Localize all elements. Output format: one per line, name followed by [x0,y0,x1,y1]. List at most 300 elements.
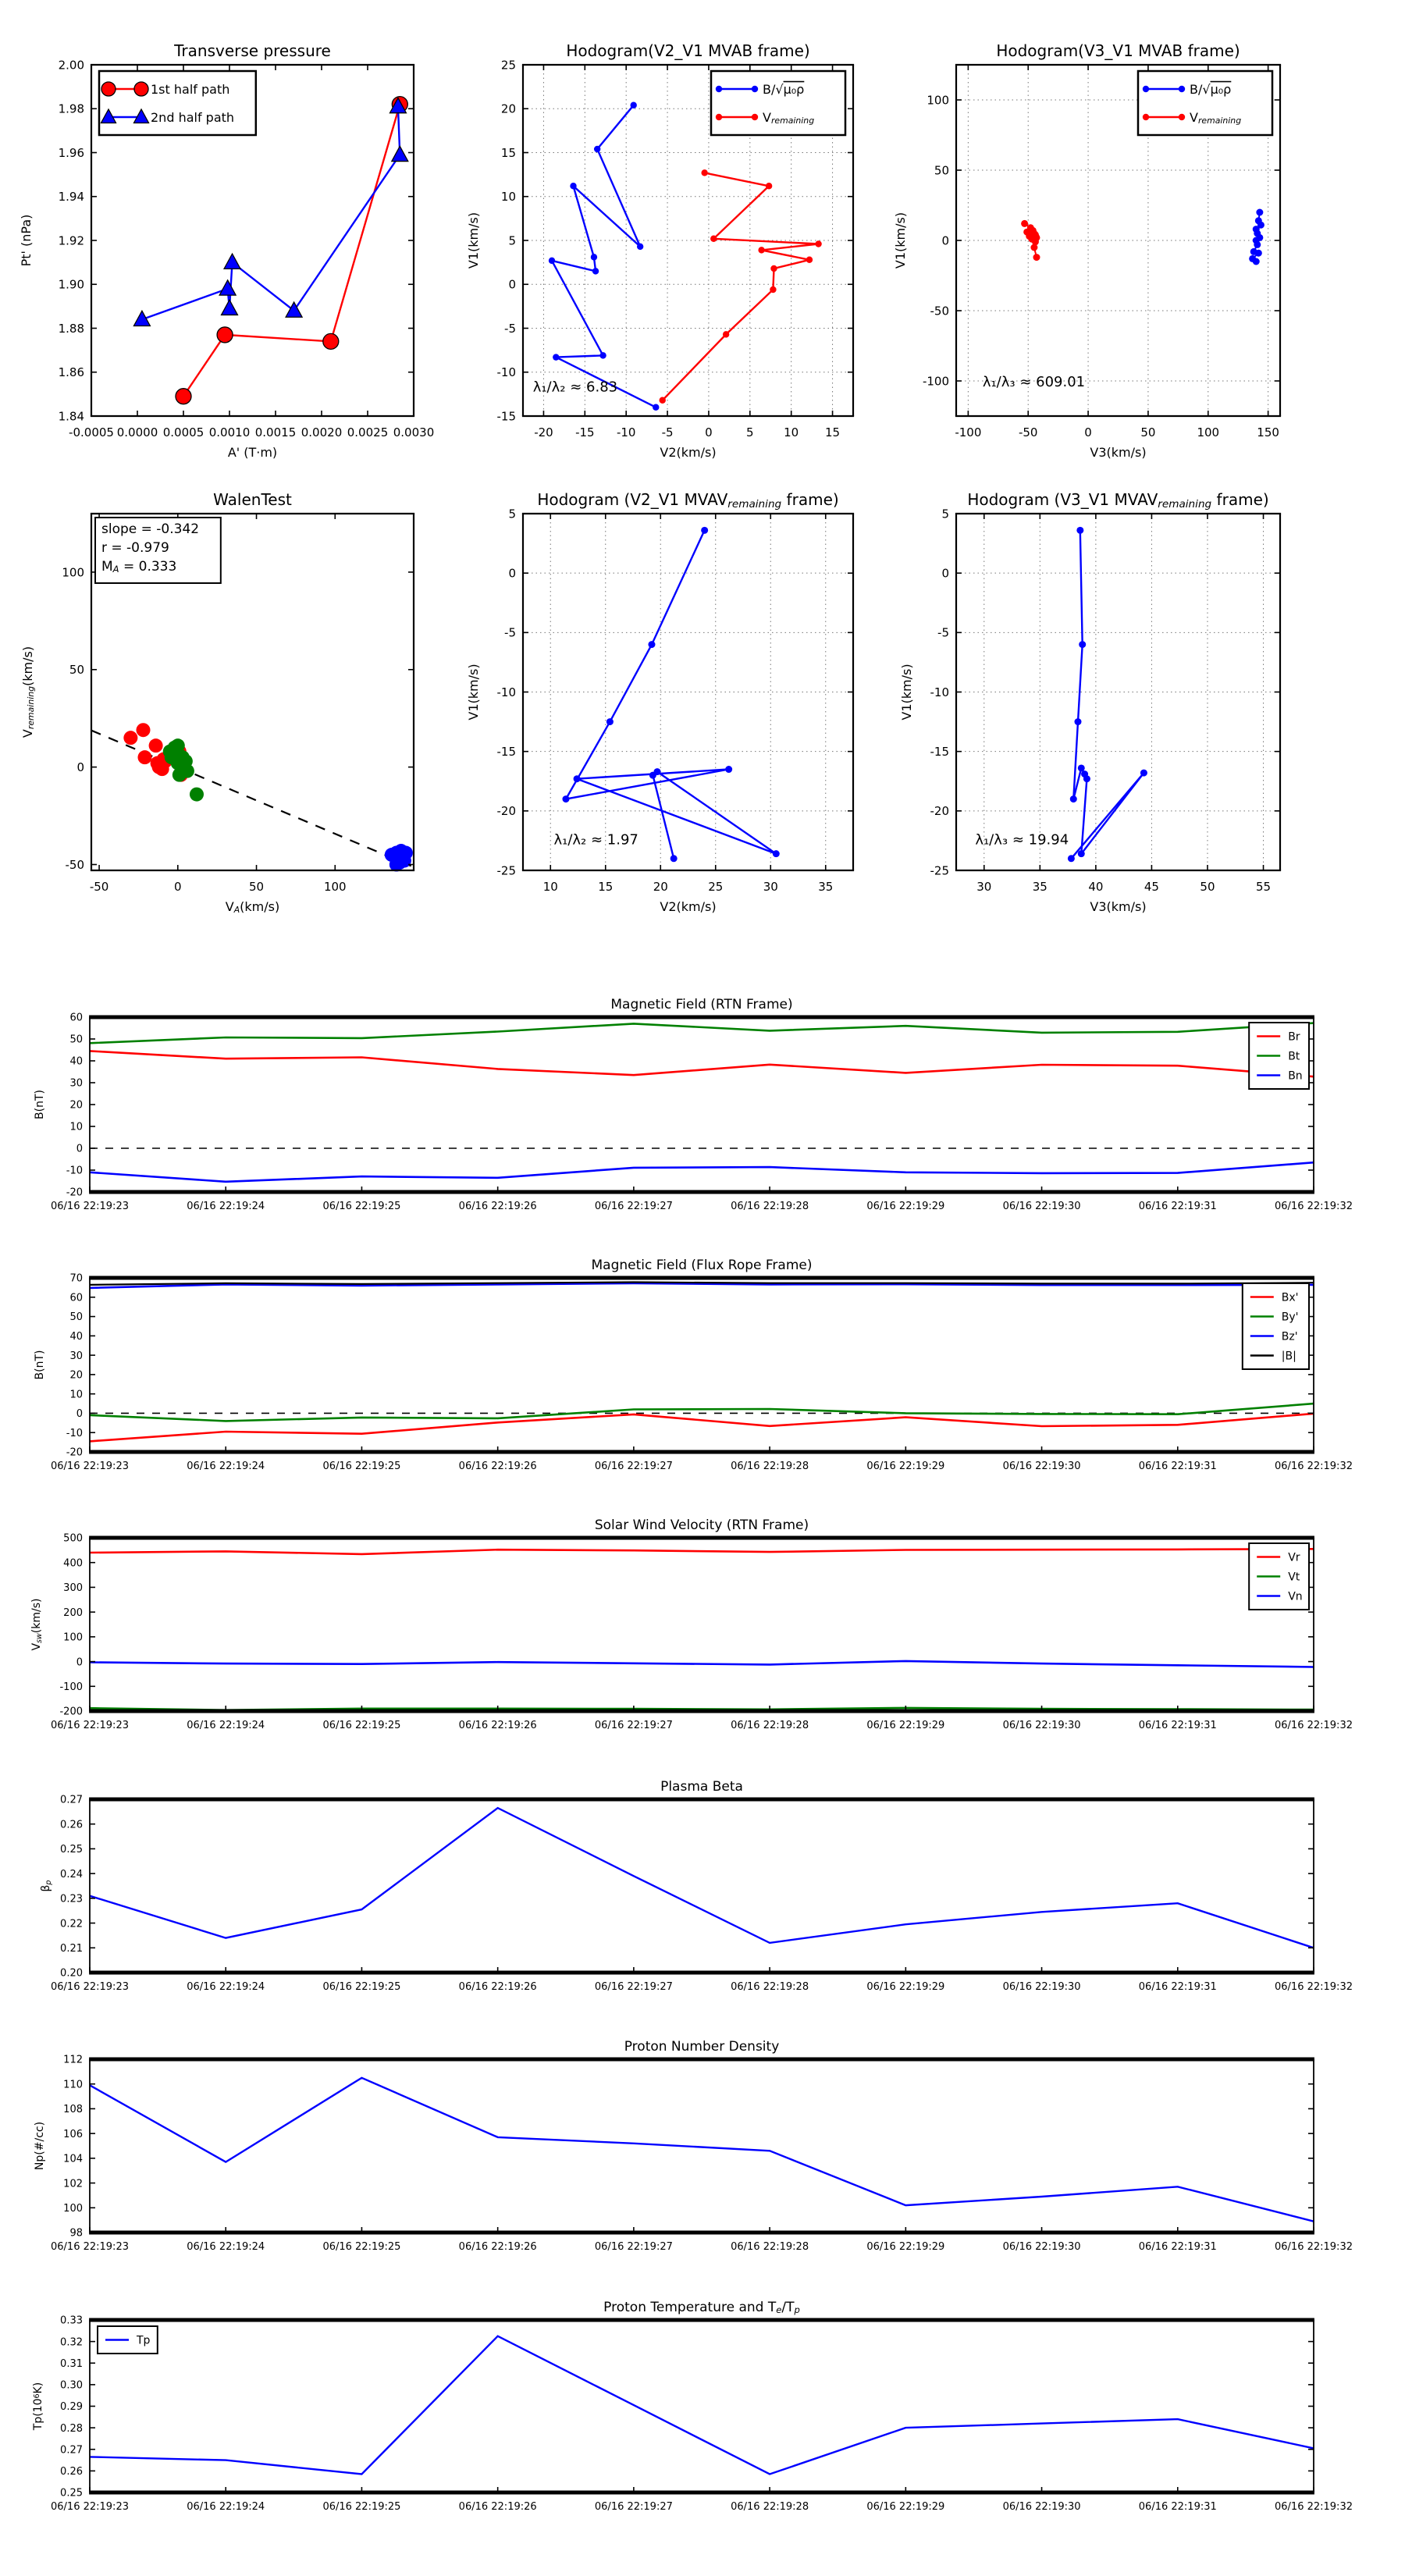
data-point [701,169,707,176]
y-tick-label: 200 [63,1606,83,1619]
y-tick-label: 0.24 [60,1868,83,1880]
y-tick-label: 25 [500,58,516,73]
x-tick-label: -5 [661,425,674,439]
y-tick-label: 0.28 [60,2422,83,2435]
y-axis-label: V1(km/s) [466,664,481,720]
y-tick-label: -10 [496,365,516,380]
data-point [190,788,204,802]
x-tick-label: 0.0025 [347,425,389,439]
x-tick-label: -100 [955,425,982,439]
y-tick-label: 500 [63,1532,83,1545]
marker-dot [1143,114,1149,120]
y-tick-label: 5 [508,233,516,248]
legend [1138,71,1272,135]
chart-title: Proton Number Density [624,2039,780,2055]
data-point [1140,770,1147,777]
data-point [723,331,729,337]
x-tick-label: 06/16 22:19:23 [51,2241,129,2253]
legend-label: B/√μ₀ρ [763,81,805,97]
data-point [653,404,659,411]
data-point [562,795,569,802]
y-tick-label: 2.00 [58,58,84,73]
annotation-lambda-ratio: λ₁/λ₂ ≈ 6.83 [532,379,618,396]
legend-label: Vn [1288,1590,1303,1603]
chart-title: Magnetic Field (RTN Frame) [610,997,793,1012]
legend-label: Bz' [1281,1330,1298,1343]
x-tick-label: -0.0005 [69,425,114,439]
x-tick-label: 06/16 22:19:32 [1275,1720,1353,1731]
stats-box-line: r = -0.979 [101,540,169,556]
series-line-bn [90,1162,1314,1182]
marker-dot [1143,86,1149,92]
y-tick-label: -5 [504,625,516,640]
x-tick-label: 0.0010 [208,425,251,439]
y-tick-label: 40 [69,1331,83,1343]
x-tick-label: -15 [575,425,595,439]
data-point [710,236,717,242]
y-tick-label: 400 [63,1557,83,1570]
data-point [1021,220,1028,227]
x-tick-label: 06/16 22:19:30 [1002,2241,1081,2253]
y-axis-label: Np(#/cc) [34,2121,46,2171]
y-tick-label: 1.86 [58,365,84,380]
x-tick-label: 06/16 22:19:24 [187,1981,265,1993]
y-tick-label: 0 [941,566,949,581]
chart-title: Hodogram(V3_V1 MVAB frame) [996,41,1240,60]
data-point [553,354,559,360]
x-tick-label: 150 [1257,425,1279,439]
y-tick-label: 70 [69,1272,83,1285]
y-tick-label: 0.23 [60,1893,83,1905]
series-line-bx- [90,1414,1314,1442]
y-tick-label: -20 [66,1187,83,1199]
y-tick-label: -15 [930,745,949,760]
y-tick-label: 1.92 [58,233,84,248]
chart-hodogram-v2-v1-mvab [466,41,854,460]
x-tick-label: 50 [1200,880,1215,894]
y-tick-label: 100 [63,2202,83,2215]
data-point [649,772,656,779]
y-tick-label: 0 [76,1143,83,1155]
y-tick-label: 0.25 [60,2487,83,2500]
x-tick-label: 50 [248,880,265,894]
y-tick-label: 30 [69,1350,83,1362]
x-tick-label: 06/16 22:19:25 [322,1201,401,1212]
legend-label: 1st half path [151,81,230,97]
y-tick-label: 0 [508,277,516,292]
y-tick-label: 10 [69,1121,83,1133]
x-axis-label: V2(km/s) [660,445,717,460]
x-tick-label: -50 [89,880,109,894]
y-axis-label: Pt' (nPa) [19,214,34,267]
series-line-tp [90,2336,1314,2475]
x-tick-label: 06/16 22:19:27 [594,1981,673,1993]
y-tick-label: 1.84 [58,409,84,424]
x-tick-label: 35 [818,880,834,894]
data-point [1078,764,1085,771]
x-tick-label: -50 [1018,425,1038,439]
x-tick-label: 06/16 22:19:24 [187,2241,265,2253]
marker-dot [1179,114,1185,120]
y-tick-label: -20 [496,804,516,819]
marker-dot [752,114,758,120]
data-point [286,302,302,317]
y-tick-label: 0.27 [60,2444,83,2457]
data-point [137,750,151,764]
y-tick-label: 20 [69,1369,83,1382]
y-tick-label: -5 [504,321,516,336]
x-tick-label: 06/16 22:19:28 [731,2501,809,2513]
data-point [815,240,821,247]
x-tick-label: 06/16 22:19:26 [458,1720,537,1731]
x-tick-label: 25 [708,880,724,894]
x-tick-label: 06/16 22:19:30 [1002,1720,1081,1731]
y-tick-label: 60 [69,1292,83,1304]
x-tick-label: 06/16 22:19:29 [866,2241,945,2253]
legend-label: Bx' [1281,1291,1299,1304]
x-tick-label: 30 [763,880,778,894]
x-tick-label: 06/16 22:19:31 [1138,2501,1217,2513]
data-point [217,327,233,343]
data-point [1070,795,1077,802]
legend-label: Vremaining [1190,109,1242,126]
series-line-v-remaining [663,173,819,400]
x-tick-label: 20 [653,880,668,894]
x-tick-label: 06/16 22:19:23 [51,2501,129,2513]
legend-label: Vt [1288,1571,1300,1584]
x-tick-label: 06/16 22:19:26 [458,1461,537,1472]
x-tick-label: 06/16 22:19:26 [458,1201,537,1212]
legend-label: By' [1281,1311,1299,1324]
data-point [599,352,606,358]
chart-title: Proton Temperature and Te/Tp [603,2300,800,2316]
series-line-bt [90,1023,1314,1044]
x-axis-label: V3(km/s) [1090,899,1147,914]
x-tick-label: 06/16 22:19:24 [187,1720,265,1731]
legend [1249,1023,1309,1089]
y-tick-label: 0.29 [60,2401,83,2414]
data-point [758,247,764,253]
series-line-beta-p [90,1808,1314,1948]
y-tick-label: 0 [508,566,516,581]
x-tick-label: 06/16 22:19:25 [322,1720,401,1731]
y-tick-label: 0.20 [60,1967,83,1980]
data-point [670,855,678,862]
x-tick-label: 06/16 22:19:30 [1002,2501,1081,2513]
x-tick-label: 50 [1140,425,1156,439]
y-tick-label: 0.22 [60,1918,83,1930]
x-tick-label: 0 [1084,425,1092,439]
chart-proton-temp [32,2300,1353,2513]
y-axis-label: βp [40,1880,53,1892]
x-tick-label: 06/16 22:19:32 [1275,1201,1353,1212]
x-tick-label: 35 [1032,880,1048,894]
series-line-b-sqrt-mu0-rho- [552,105,656,407]
y-tick-label: -100 [59,1681,83,1693]
annotation-lambda-ratio: λ₁/λ₃ ≈ 609.01 [982,374,1086,391]
x-tick-label: 10 [542,880,558,894]
marker-dot [716,114,722,120]
x-tick-label: -10 [616,425,636,439]
y-tick-label: 40 [69,1055,83,1068]
x-tick-label: 100 [323,880,347,894]
x-tick-label: 06/16 22:19:29 [866,1981,945,1993]
x-tick-label: 06/16 22:19:28 [731,1201,809,1212]
data-point [399,846,413,860]
chart-title: Hodogram (V2_V1 MVAVremaining frame) [537,490,839,511]
chart-hodogram-v3-v1-mvav [899,490,1281,914]
marker-dot [752,86,758,92]
data-point [219,280,236,295]
series-line-vr [90,1549,1314,1554]
data-point [770,265,777,272]
series-line-1st-half-path [183,105,400,397]
y-tick-label: 112 [63,2054,83,2066]
chart-b-flux-rope [34,1258,1353,1472]
x-tick-label: 06/16 22:19:31 [1138,1981,1217,1993]
legend-label: B/√μ₀ρ [1190,81,1232,97]
marker-dot [716,86,722,92]
x-tick-label: 06/16 22:19:32 [1275,2241,1353,2253]
legend-label: Vremaining [763,109,815,126]
x-tick-label: 06/16 22:19:29 [866,2501,945,2513]
stats-box-line: slope = -0.342 [101,521,200,537]
x-axis-label: V2(km/s) [660,899,717,914]
legend-label: Vr [1288,1551,1300,1564]
x-tick-label: 06/16 22:19:28 [731,1981,809,1993]
x-tick-label: 30 [976,880,992,894]
data-point [773,850,780,857]
x-tick-label: 06/16 22:19:24 [187,2501,265,2513]
annotation-lambda-ratio: λ₁/λ₃ ≈ 19.94 [975,831,1069,849]
x-tick-label: 55 [1255,880,1272,894]
y-tick-label: -15 [496,409,516,424]
x-tick-label: 0.0030 [393,425,435,439]
y-tick-label: 50 [934,163,949,178]
x-tick-label: 06/16 22:19:30 [1002,1461,1081,1472]
y-tick-label: 5 [941,507,949,521]
chart-title: Magnetic Field (Flux Rope Frame) [591,1258,813,1273]
data-point [574,775,581,782]
y-tick-label: 5 [508,507,516,521]
y-axis-label: Vsw(km/s) [30,1598,44,1651]
y-tick-label: 0 [76,1656,83,1669]
x-tick-label: 06/16 22:19:28 [731,1720,809,1731]
legend [98,2326,158,2354]
marker-circle [134,82,148,96]
x-tick-label: 06/16 22:19:26 [458,1981,537,1993]
x-tick-label: -20 [534,425,553,439]
x-tick-label: 06/16 22:19:28 [731,1461,809,1472]
x-tick-label: 06/16 22:19:26 [458,2241,537,2253]
x-tick-label: 06/16 22:19:23 [51,1720,129,1731]
x-tick-label: 06/16 22:19:32 [1275,2501,1353,2513]
legend-label: Tp [137,2334,151,2347]
data-point [806,257,813,263]
x-tick-label: 06/16 22:19:25 [322,2241,401,2253]
x-tick-label: 06/16 22:19:23 [51,1201,129,1212]
data-point [648,641,655,648]
x-tick-label: 15 [825,425,841,439]
y-tick-label: 108 [63,2104,83,2116]
chart-hodogram-v3-v1-mvab [893,41,1281,460]
x-tick-label: 5 [746,425,754,439]
legend-box [99,71,256,135]
data-point [592,268,599,274]
y-tick-label: 50 [69,663,84,678]
series-line-vn [90,1661,1314,1667]
y-tick-label: 60 [69,1012,83,1024]
legend-label: 2nd half path [151,109,235,125]
data-point [660,397,666,404]
chart-title: Transverse pressure [174,41,331,60]
series-line-br [90,1051,1314,1076]
series-line-v-hodogram [566,530,776,859]
legend [711,71,845,135]
y-axis-label: V1(km/s) [899,664,914,720]
y-tick-label: 0.27 [60,1794,83,1806]
x-tick-label: 06/16 22:19:31 [1138,1461,1217,1472]
y-tick-label: 1.90 [58,277,84,292]
x-tick-label: 0 [174,880,182,894]
chart-title: WalenTest [213,490,292,509]
series-line-by- [90,1404,1314,1421]
x-tick-label: 0 [705,425,713,439]
data-point [1255,217,1262,224]
x-tick-label: 06/16 22:19:31 [1138,1201,1217,1212]
data-point [224,254,240,269]
chart-proton-density [34,2039,1353,2253]
marker-circle [101,82,116,96]
y-tick-label: 0.26 [60,1819,83,1831]
x-tick-label: 0.0020 [301,425,343,439]
chart-title: Hodogram (V3_V1 MVAVremaining frame) [967,490,1269,511]
y-tick-label: 20 [69,1099,83,1112]
y-tick-label: -50 [65,857,84,872]
y-tick-label: 110 [63,2079,83,2091]
series-line-np [90,2078,1314,2222]
x-tick-label: 06/16 22:19:24 [187,1201,265,1212]
x-tick-label: 06/16 22:19:32 [1275,1461,1353,1472]
legend [1249,1543,1309,1610]
data-point [1076,527,1083,534]
x-tick-label: 0.0015 [254,425,297,439]
data-point [1030,244,1037,251]
y-tick-label: 1.96 [58,145,84,160]
y-tick-label: -20 [930,804,949,819]
data-point [1249,255,1256,262]
x-tick-label: 100 [1197,425,1220,439]
y-tick-label: 1.94 [58,190,84,205]
x-tick-label: 15 [598,880,614,894]
data-point [136,723,150,737]
y-tick-label: 100 [63,1631,83,1644]
y-tick-label: -10 [496,685,516,699]
y-axis-label: Tp(106K) [32,2382,44,2431]
x-tick-label: 06/16 22:19:27 [594,1720,673,1731]
y-tick-label: 0 [76,1408,83,1421]
data-point [323,333,339,349]
x-tick-label: 06/16 22:19:23 [51,1461,129,1472]
y-tick-label: 0.25 [60,1844,83,1856]
x-tick-label: 06/16 22:19:31 [1138,2241,1217,2253]
x-tick-label: 06/16 22:19:29 [866,1461,945,1472]
data-point [701,527,708,534]
x-tick-label: 06/16 22:19:30 [1002,1981,1081,1993]
x-axis-label: VA(km/s) [225,899,280,916]
data-point [149,738,163,753]
x-axis-label: V3(km/s) [1090,445,1147,460]
x-tick-label: 0.0000 [116,425,158,439]
legend-label: Bn [1288,1069,1303,1083]
y-tick-label: -50 [930,304,949,318]
x-tick-label: 06/16 22:19:29 [866,1720,945,1731]
y-axis-label: V1(km/s) [893,212,908,269]
data-point [549,258,555,264]
y-tick-label: 10 [500,190,516,205]
y-tick-label: 0.26 [60,2466,83,2478]
y-axis-label: B(nT) [34,1350,46,1380]
marker-dot [1179,86,1185,92]
data-point [392,146,408,161]
x-tick-label: 06/16 22:19:23 [51,1981,129,1993]
x-tick-label: 06/16 22:19:27 [594,2501,673,2513]
y-tick-label: -20 [66,1446,83,1459]
chart-title: Hodogram(V2_V1 MVAB frame) [566,41,810,60]
x-tick-label: 06/16 22:19:26 [458,2501,537,2513]
x-tick-label: 40 [1088,880,1104,894]
y-tick-label: 10 [69,1389,83,1401]
data-point [173,768,187,782]
y-tick-label: 0.21 [60,1942,83,1955]
data-point [1083,775,1090,782]
data-point [1030,230,1037,237]
legend [1243,1283,1309,1369]
legend-label: Br [1288,1030,1300,1044]
legend-label: |B| [1281,1350,1297,1363]
legend [99,71,256,135]
data-point [591,254,597,260]
chart-plasma-beta [40,1779,1353,1993]
data-point [766,183,772,189]
y-tick-label: 104 [63,2153,83,2165]
x-tick-label: 06/16 22:19:25 [322,1461,401,1472]
y-tick-label: 0.30 [60,2379,83,2392]
chart-hodogram-v2-v1-mvav [466,490,854,914]
y-tick-label: 102 [63,2178,83,2190]
x-tick-label: 06/16 22:19:28 [731,2241,809,2253]
y-tick-label: 30 [69,1077,83,1090]
data-point [1079,641,1086,648]
y-tick-label: -10 [930,685,949,699]
annotation-lambda-ratio: λ₁/λ₂ ≈ 1.97 [553,831,638,849]
x-tick-label: 06/16 22:19:29 [866,1201,945,1212]
y-tick-label: 1.88 [58,321,84,336]
data-point [570,183,576,189]
chart-title: Plasma Beta [660,1779,743,1795]
y-tick-label: 50 [69,1311,83,1324]
y-tick-label: 100 [62,565,84,580]
y-tick-label: -5 [937,625,949,640]
y-tick-label: -200 [59,1706,83,1718]
data-point [123,731,137,745]
y-tick-label: -100 [922,374,949,389]
stats-box-line: MA = 0.333 [101,559,177,575]
x-axis-label: A' (T·m) [227,445,278,460]
x-tick-label: 06/16 22:19:31 [1138,1720,1217,1731]
y-tick-label: 0 [941,233,949,248]
y-tick-label: 20 [500,101,516,116]
